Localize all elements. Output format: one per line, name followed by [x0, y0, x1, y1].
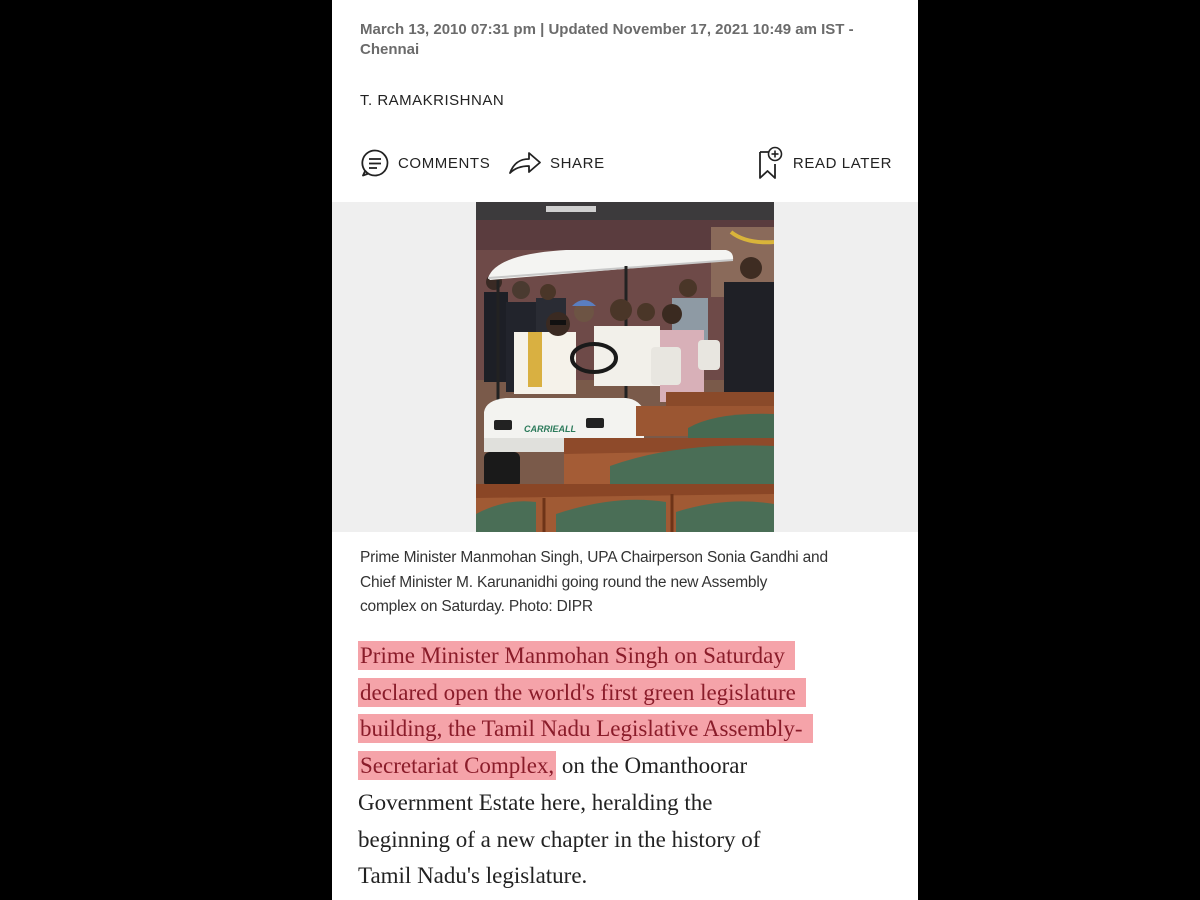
- body-line: [358, 748, 898, 785]
- photo-illustration: [476, 202, 774, 532]
- body-text-run: on the Omanthoorar: [556, 753, 748, 779]
- read-later-label: READ LATER: [792, 154, 892, 172]
- highlighted-text[interactable]: building, the Tamil Nadu Legislative Assembly-: [358, 714, 813, 743]
- body-line: [358, 675, 898, 712]
- body-line: beginning of a new chapter in the history of: [358, 826, 761, 852]
- caption-line: Chief Minister M. Karunanidhi going round the new Assembly: [360, 573, 768, 591]
- caption-line: Prime Minister Manmohan Singh, UPA Chairperson Sonia Gandhi and: [360, 549, 828, 566]
- share-label: SHARE: [550, 154, 605, 172]
- caption-line: complex on Saturday. Photo: DIPR: [360, 598, 593, 615]
- photo-caption: [360, 546, 895, 620]
- article-author[interactable]: T. RAMAKRISHNAN: [360, 92, 505, 109]
- body-line: Government Estate here, heralding the: [358, 789, 713, 815]
- comments-button[interactable]: [360, 146, 490, 180]
- highlighted-text[interactable]: declared open the world's first green legislature: [358, 678, 806, 707]
- article-body: [358, 638, 898, 895]
- cart-brand-label: CARRIEALL: [524, 424, 576, 434]
- bookmark-add-icon: [757, 146, 785, 180]
- photo-container: [332, 202, 918, 532]
- body-line: Tamil Nadu's legislature.: [358, 863, 588, 889]
- article-page: [332, 0, 918, 900]
- highlighted-text[interactable]: Prime Minister Manmohan Singh on Saturday: [358, 641, 795, 670]
- article-dateline: March 13, 2010 07:31 pm | Updated November 17, 2021 10:49 am IST - Chennai: [360, 21, 854, 58]
- body-line: [358, 711, 898, 748]
- body-line: [358, 638, 898, 675]
- comments-label: COMMENTS: [398, 154, 491, 172]
- highlighted-text[interactable]: Secretariat Complex,: [360, 753, 555, 779]
- comment-icon: [360, 148, 390, 178]
- article-photo[interactable]: [476, 202, 774, 532]
- article-actions-bar: [360, 146, 892, 180]
- read-later-button[interactable]: [757, 146, 892, 180]
- share-icon: [508, 150, 542, 176]
- share-button[interactable]: [508, 146, 605, 180]
